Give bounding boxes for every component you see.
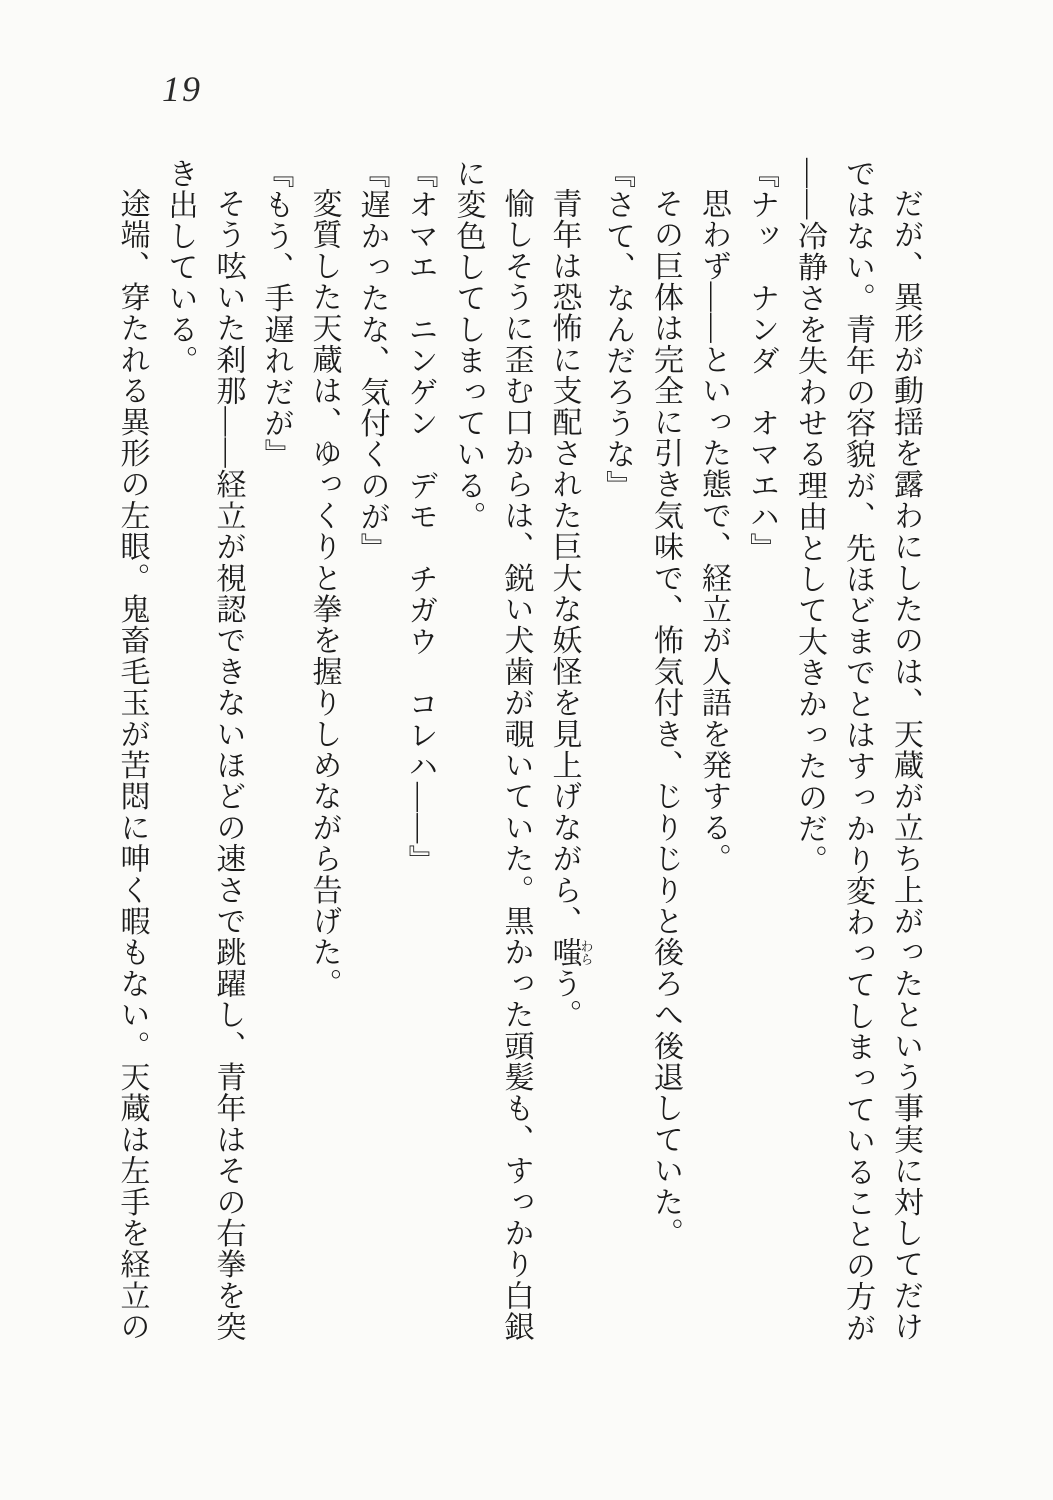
text-line: ――冷静さを失わせる理由として大きかったのだ。 xyxy=(793,158,826,876)
text-line: 愉しそうに歪む口からは、鋭い犬歯が覗いていた。黒かった頭髪も、すっかり白銀 xyxy=(499,188,533,1343)
text-line: 『遅かったな、気付くのが』 xyxy=(355,158,389,564)
ruby-annotation: 嗤わら xyxy=(547,936,594,969)
text-line: 『さて、なんだろうな』 xyxy=(601,158,634,502)
text-line: に変色してしまっている。 xyxy=(451,158,485,533)
text-line: 青年は恐怖に支配された巨大な妖怪を見上げながら、嗤わらう。 xyxy=(547,188,594,1031)
text-line: そう呟いた刹那――経立が視認できないほどの速さで跳躍し、青年はその右拳を突 xyxy=(211,188,245,1343)
page-number: 19 xyxy=(162,69,202,109)
text-line: その巨体は完全に引き気味で、怖気付き、じりじりと後ろへ後退していた。 xyxy=(649,188,682,1249)
text-line: 思わず――といった態で、経立が人語を発する。 xyxy=(697,188,730,875)
text-line: 途端、穿たれる異形の左眼。鬼畜毛玉が苦悶に呻く暇もない。天蔵は左手を経立の xyxy=(115,188,149,1343)
text-line: ではない。青年の容貌が、先ほどまでとはすっかり変わってしまっていることの方が xyxy=(841,158,874,1344)
text-line: 『もう、手遅れだが』 xyxy=(259,158,293,470)
text-line: 『オマエ ニンゲン デモ チガウ コレハ――』 xyxy=(403,158,437,876)
text-columns xyxy=(113,158,929,1468)
text-line: き出している。 xyxy=(163,158,197,377)
text-line: 『ナッ ナンダ オマエハ』 xyxy=(745,158,778,564)
text-line: 変質した天蔵は、ゆっくりと拳を握りしめながら告げた。 xyxy=(307,188,341,1000)
text-line: だが、異形が動揺を露わにしたのは、天蔵が立ち上がったという事実に対してだけ xyxy=(889,188,922,1343)
